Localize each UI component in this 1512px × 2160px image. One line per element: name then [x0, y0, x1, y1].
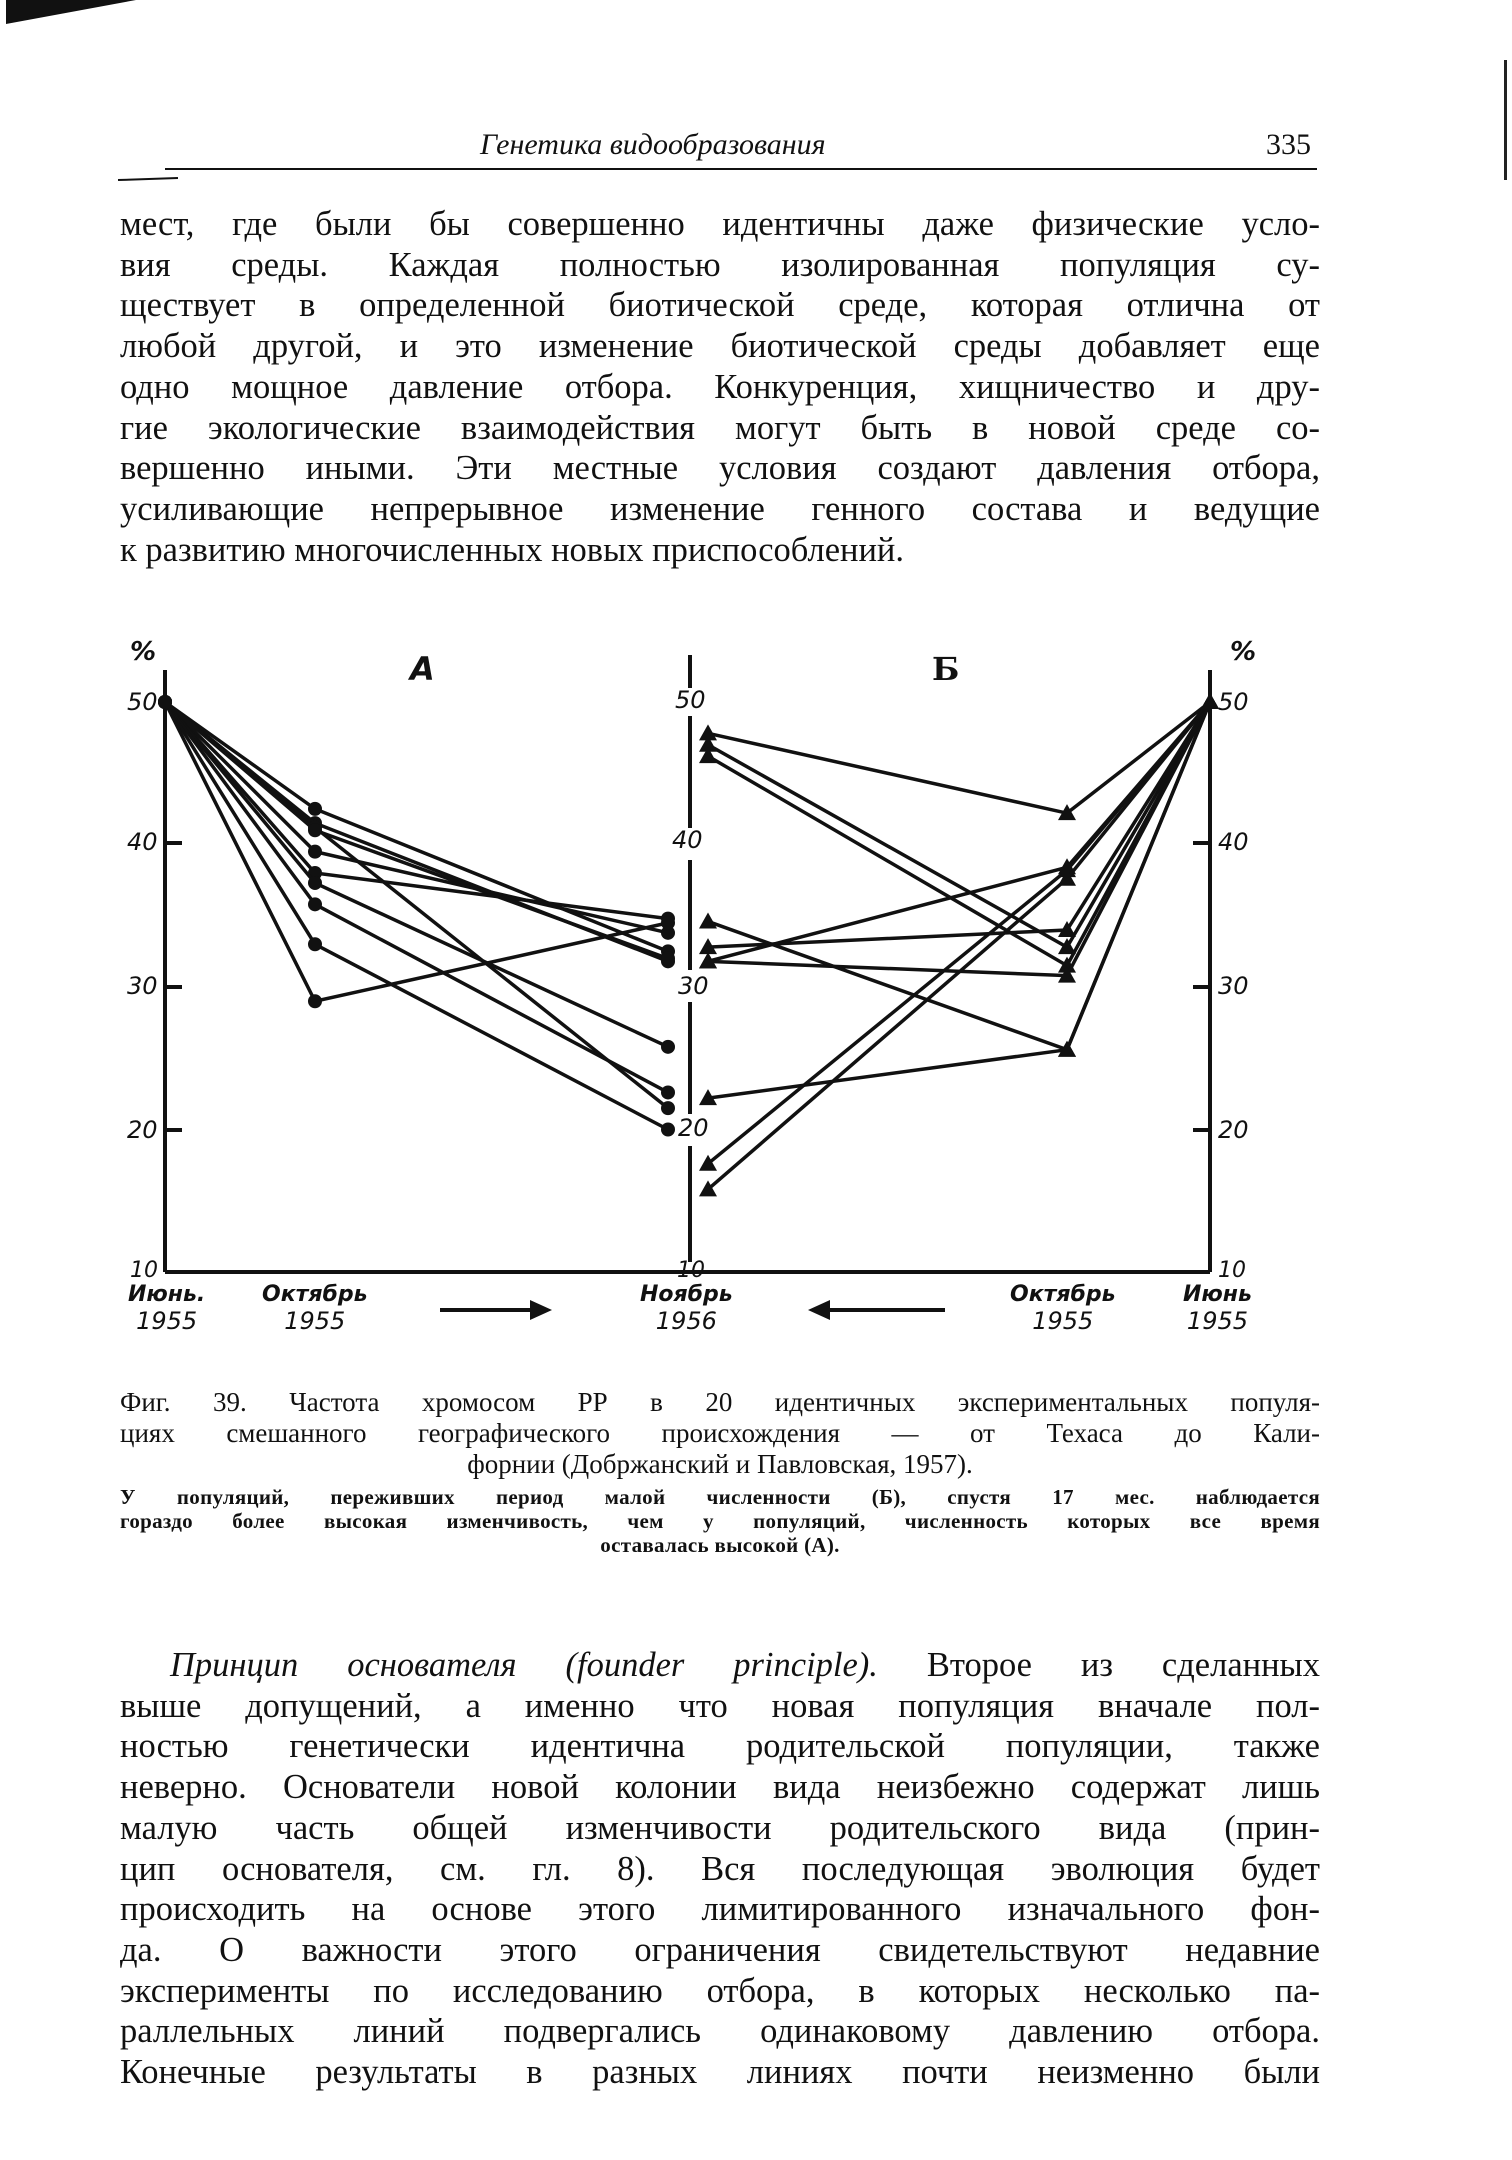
text-line: цип основателя, см. гл. 8). Вся последующая эволюция будет [120, 1849, 1320, 1888]
caption-line: форнии (Добржанский и Павловская, 1957). [467, 1449, 973, 1479]
x-label-year: 1955 [136, 1307, 198, 1335]
circle-marker-icon [308, 876, 322, 890]
triangle-marker-icon [1201, 693, 1219, 709]
mid-tick-30: 30 [678, 972, 709, 1000]
x-label-year: 1955 [284, 1307, 346, 1335]
text-line: к развитию многочисленных новых приспособлений. [120, 530, 905, 569]
scan-edge-line [1504, 60, 1507, 180]
text-line: малую часть общей изменчивости родительского вида (прин- [120, 1808, 1320, 1847]
x-label-month: Октябрь [1010, 1282, 1116, 1307]
right-tick-40: 40 [1218, 828, 1249, 856]
running-title: Генетика видообразования [480, 128, 826, 161]
percent-label-left: % [130, 637, 157, 667]
series-line [708, 702, 1210, 1164]
section-lead-italic: Принцип основателя (founder principle). [170, 1646, 878, 1684]
circle-marker-icon [308, 994, 322, 1008]
mid-tick-20: 20 [678, 1114, 709, 1142]
paragraph-1 [120, 204, 1320, 570]
text-line: одно мощное давление отбора. Конкуренция, хищничество и дру- [120, 367, 1320, 406]
caption-note-line: У популяций, переживших период малой численности (Б), спустя 17 мес. наблюдается [120, 1485, 1320, 1509]
circle-marker-icon [661, 1123, 675, 1137]
text-line: любой другой, и это изменение биотической среды добавляет еще [120, 327, 1320, 366]
x-label-october-1955-left [262, 1282, 368, 1334]
text-line: вершенно иными. Эти местные условия создают давления отбора, [120, 449, 1320, 488]
caption-line: циях смешанного географического происхождения — от Техаса до Кали- [120, 1418, 1320, 1448]
series-line [708, 702, 1210, 1050]
text-line: раллельных линий подвергались одинаковому давлению отбора. [120, 2012, 1320, 2051]
running-header [165, 120, 1317, 170]
scan-corner-artifact [6, 0, 136, 24]
circle-marker-icon [158, 695, 172, 709]
percent-label-right: % [1230, 637, 1257, 667]
text-line: мест, где были бы совершенно идентичны даже физические усло- [120, 205, 1320, 243]
paragraph-2 [120, 1645, 1320, 2093]
mid-tick-10: 10 [677, 1258, 705, 1283]
chromosome-frequency-chart [0, 620, 1512, 1350]
text-fragment: Второе из сделанных [877, 1646, 1320, 1684]
left-tick-40: 40 [127, 828, 158, 856]
text-line: эксперименты по исследованию отбора, в которых несколько па- [120, 1971, 1320, 2010]
circle-marker-icon [308, 802, 322, 816]
series-line [165, 702, 668, 933]
left-tick-30: 30 [127, 972, 158, 1000]
x-label-june-1955-left [128, 1282, 205, 1334]
page-number: 335 [1266, 128, 1311, 161]
series-line [165, 702, 668, 1092]
x-label-year: 1955 [1032, 1307, 1094, 1335]
x-label-month: Ноябрь [640, 1282, 733, 1307]
circle-marker-icon [661, 1101, 675, 1115]
caption-line: Фиг. 39. Частота хромосом РР в 20 идентичных экспериментальных популя- [120, 1387, 1320, 1417]
left-tick-50: 50 [127, 688, 158, 716]
text-line: ностью генетически идентична родительской популяции, также [120, 1727, 1320, 1766]
panel-a-label: А [410, 650, 435, 688]
circle-marker-icon [661, 916, 675, 930]
caption-note-line: гораздо более высокая изменчивость, чем у популяций, численность которых все время [120, 1509, 1320, 1533]
text-line: да. О важности этого ограничения свидетельствуют недавние [120, 1930, 1320, 1969]
header-rule-tail [118, 177, 178, 181]
x-label-october-1955-right [1010, 1282, 1116, 1334]
right-tick-30: 30 [1218, 972, 1249, 1000]
x-label-year: 1956 [655, 1307, 717, 1335]
text-line [120, 1645, 1320, 1686]
right-tick-10: 10 [1218, 1258, 1246, 1283]
chart-axes [165, 655, 1210, 1272]
circle-marker-icon [661, 1040, 675, 1054]
x-label-month: Июнь. [128, 1282, 206, 1307]
mid-tick-40: 40 [672, 826, 703, 854]
text-line: вия среды. Каждая полностью изолированная популяция су- [120, 245, 1320, 284]
mid-tick-50: 50 [675, 686, 706, 714]
figure-39 [0, 620, 1512, 1350]
text-line: ществует в определенной биотической среде, которая отлична от [120, 286, 1320, 325]
left-tick-10: 10 [130, 1258, 158, 1283]
text-line: выше допущений, а именно что новая популяция вначале пол- [120, 1686, 1320, 1725]
figure-caption [120, 1387, 1320, 1480]
x-label-june-1955-right [1183, 1282, 1252, 1334]
circle-marker-icon [661, 952, 675, 966]
series-line [708, 702, 1210, 947]
left-tick-20: 20 [127, 1116, 158, 1144]
text-line: гие экологические взаимодействия могут быть в новой среде со- [120, 408, 1320, 447]
circle-marker-icon [308, 937, 322, 951]
circle-marker-icon [661, 1085, 675, 1099]
right-tick-50: 50 [1218, 688, 1249, 716]
caption-note-line: оставалась высокой (А). [600, 1533, 840, 1557]
x-label-year: 1955 [1186, 1307, 1248, 1335]
triangle-marker-icon [699, 912, 717, 928]
circle-marker-icon [308, 823, 322, 837]
x-label-month: Июнь [1183, 1282, 1252, 1307]
x-label-november-1956 [640, 1282, 733, 1334]
series-line [708, 702, 1210, 1189]
x-label-month: Октябрь [262, 1282, 368, 1307]
text-line: усиливающие непрерывное изменение генного состава и ведущие [120, 489, 1320, 528]
right-tick-20: 20 [1218, 1116, 1249, 1144]
series-line [165, 702, 668, 1108]
text-line: Конечные результаты в разных линиях почти неизменно были [120, 2053, 1320, 2092]
series-line [165, 702, 668, 919]
text-line: происходить на основе этого лимитированного изначального фон- [120, 1890, 1320, 1929]
circle-marker-icon [308, 897, 322, 911]
circle-marker-icon [308, 845, 322, 859]
panel-b-label: Б [932, 650, 960, 688]
figure-caption-note [120, 1485, 1320, 1557]
text-line: неверно. Основатели новой колонии вида неизбежно содержат лишь [120, 1768, 1320, 1807]
